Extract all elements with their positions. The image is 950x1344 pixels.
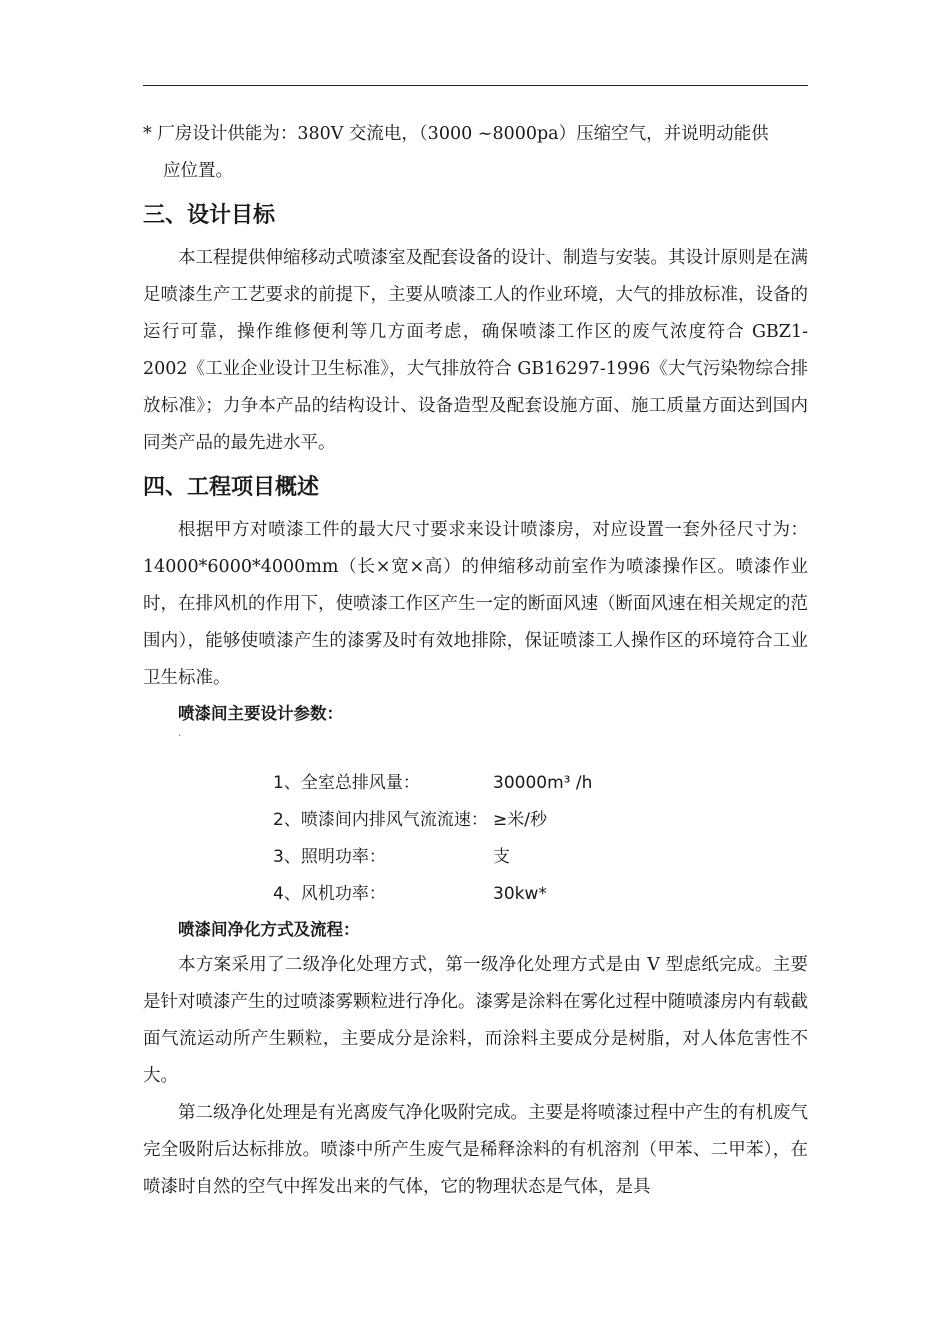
param-value: 支 (493, 847, 510, 867)
purify-title: 喷漆间净化方式及流程： (178, 920, 360, 939)
param-row (273, 876, 808, 913)
section-3-title: 三、设计目标 (143, 203, 276, 228)
section-3-paragraph: 本工程提供伸缩移动式喷漆室及配套设备的设计、制造与安装。其设计原则是在满足喷漆生产工艺要求的前提下，主要从喷漆工人的作业环境，大气的排放标准，设备的运行可靠，操作维修便利等几方面考虑，确保喷漆工作区的废气浓度符合 GBZ1-2002《工业企业设计卫生标准》，大气排放符合 GB16297-1996《大气污染物综合排放标准》；力争本产品的结构设计、设备造型及配套设施方面、施工质量方面达到国内同类产品的最先进水平。 (143, 248, 808, 453)
param-value: 30kw* (493, 884, 547, 904)
params-title: 喷漆间主要设计参数： (178, 704, 343, 723)
section-4-title: 四、工程项目概述 (143, 475, 320, 500)
note-line-2: 应位置。 (163, 161, 233, 181)
param-label: 1、全室总排风量： (273, 773, 420, 793)
header-rule (143, 85, 808, 86)
param-label: 4、风机功率： (273, 884, 386, 904)
stray-dot: · (178, 731, 182, 742)
document-body (143, 116, 808, 1206)
param-row (273, 802, 808, 839)
note-marker: * (143, 124, 152, 144)
param-row (273, 765, 808, 802)
param-label: 3、照明功率： (273, 847, 386, 867)
param-value: 30000m³ /h (493, 773, 593, 793)
purify-paragraph-1: 本方案采用了二级净化处理方式，第一级净化处理方式是由 V 型虑纸完成。主要是针对喷漆产生的过喷漆雾颗粒进行净化。漆雾是涂料在雾化过程中随喷漆房内有载截面气流运动所产生颗粒，主要成分是涂料，而涂料主要成分是树脂，对人体危害性不大。 (143, 955, 808, 1086)
param-value: ≥米/秒 (493, 810, 547, 830)
purify-paragraph-2: 第二级净化处理是有光离废气净化吸附完成。主要是将喷漆过程中产生的有机废气完全吸附后达标排放。喷漆中所产生废气是稀释涂料的有机溶剂（甲苯、二甲苯），在喷漆时自然的空气中挥发出来的气体，它的物理状态是气体，是具 (143, 1103, 808, 1197)
note-line-1: 厂房设计供能为：380V 交流电，（3000 ~8000pa）压缩空气，并说明动能供 (157, 124, 769, 144)
param-row (273, 839, 808, 876)
param-label: 2、喷漆间内排风气流流速： (273, 810, 488, 830)
power-supply-note (143, 116, 808, 190)
section-4-paragraph: 根据甲方对喷漆工件的最大尺寸要求来设计喷漆房，对应设置一套外径尺寸为：14000*6000*4000mm（长×宽×高）的伸缩移动前室作为喷漆操作区。喷漆作业时，在排风机的作用下，使喷漆工作区产生一定的断面风速（断面风速在相关规定的范围内），能够使喷漆产生的漆雾及时有效地排除，保证喷漆工人操作区的环境符合工业卫生标准。 (143, 520, 808, 688)
design-params-list (273, 765, 808, 913)
